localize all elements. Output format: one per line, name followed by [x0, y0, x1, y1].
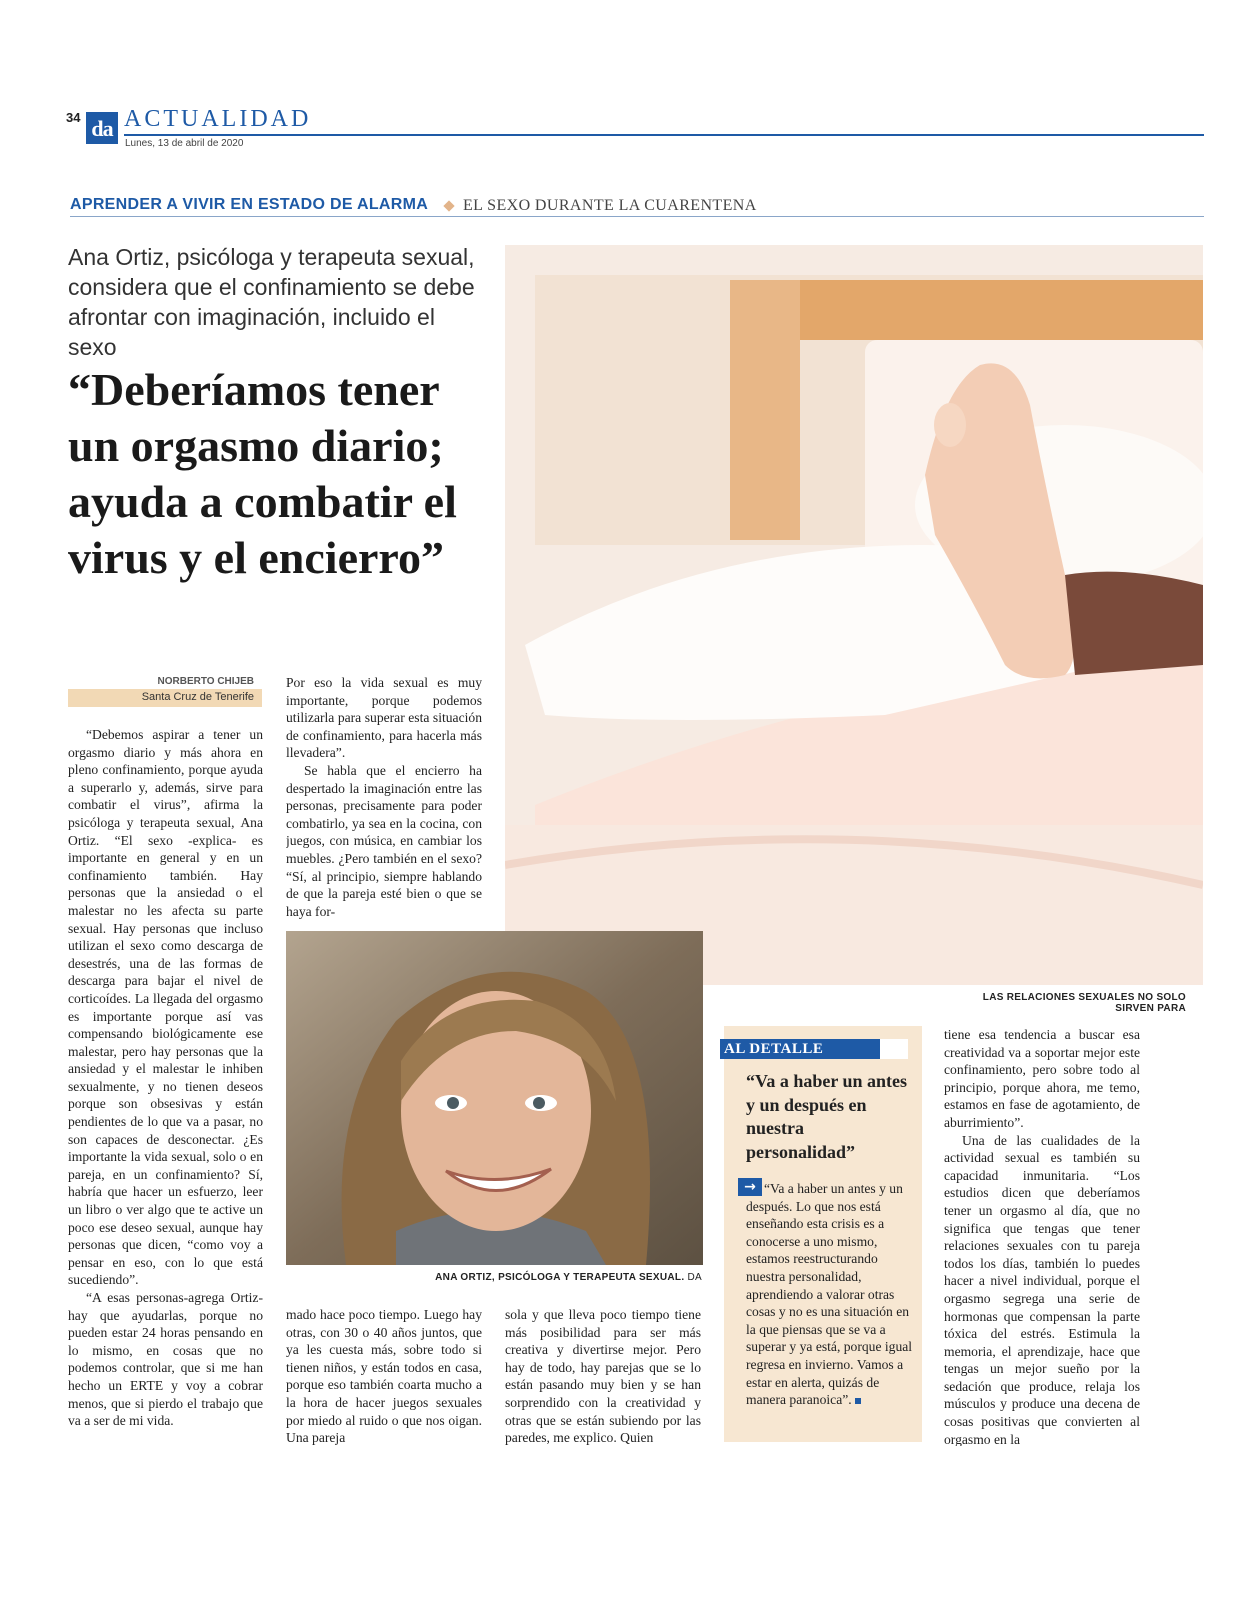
paragraph: Por eso la vida sexual es muy importante, porque podemos utilizarla para superar esta situación de confinamiento, para hacerla más llevadera”.: [286, 675, 482, 761]
body-column-1: [68, 726, 263, 1446]
portrait-illustration: [286, 931, 703, 1265]
body-column-5: [944, 1026, 1140, 1446]
portrait-caption-text: ANA ORTIZ, PSICÓLOGA Y TERAPEUTA SEXUAL.: [435, 1272, 685, 1283]
topic-kicker: EL SEXO DURANTE LA CUARENTENA: [463, 197, 757, 214]
paragraph: Una de las cualidades de la actividad sexual es también su capacidad inmunitaria. “Los estudios dicen que deberíamos tener un orgasmo al día, que no significa que tengas que tener relaciones sexuales con tu pareja todos los días, también lo puedes hacer a nivel individual, porque el orgasmo segrega una serie de hormonas que compensan la parte tóxica del estrés. Estimula la memoria, el aprendizaje, hace que tengas un mejor sueño por la sedación que produce, relaja los músculos y produce una decena de cosas positivas que convierten al orgasmo en la: [944, 1132, 1140, 1446]
body-column-2-continued: [286, 1306, 482, 1446]
main-photo-caption: LAS RELACIONES SEXUALES NO SOLO SIRVEN PARA: [982, 992, 1186, 1014]
paragraph: mado hace poco tiempo. Luego hay otras, con 30 o 40 años juntos, que ya les cuesta más, sobre todo si tienen niños, y están todos en casa, porque eso también coarta mucho a la hora de hacer juegos sexuales por miedo al ruido o que nos oigan. Una pareja: [286, 1307, 482, 1446]
portrait-caption: [430, 1272, 702, 1283]
diamond-icon: [443, 200, 454, 211]
issue-date: Lunes, 13 de abril de 2020: [125, 138, 244, 149]
paragraph: “Debemos aspirar a tener un orgasmo diario y más ahora en pleno confinamiento, porque ayuda a superarlo y, además, sirve para combatir el virus”, afirma la psicóloga y terapeuta sexual, Ana Ortiz. “El sexo -explica- es importante en general y en un confinamiento también. Hay personas que la ansiedad o el malestar no les afecta su parte sexual. Hay personas que incluso utilizan el sexo como descarga de desestrés, una de las formas de descarga para bajar el nivel de corticoídes. La llegada del orgasmo es importante porque así vas compensando biológicamente ese malestar, pero hay personas que la ansiedad y el malestar le inhiben sexualmente, y no tienen deseos porque son obsesivas y están pendientes de lo que va a pasar, no son capaces de desconectar. ¿Es importante la vida sexual, solo o en pareja, en un confinamiento? Sí, habría que hacer un esfuerzo, leer un libro o ver algo que te active un poco ese deseo sexual, aunque hay personas que dicen, “como voy a pensar en eso, con lo que está sucediendo”.: [68, 727, 263, 1288]
portrait-photo: [286, 931, 703, 1265]
body-column-3: [505, 1306, 701, 1446]
article-headline: “Deberíamos tener un orgasmo diario; ayuda a combatir el virus y el encierro”: [68, 364, 457, 583]
body-column-2: [286, 674, 482, 924]
section-title: ACTUALIDAD: [124, 106, 312, 132]
page-number: 34: [66, 110, 81, 125]
arrow-right-icon: →: [738, 1178, 762, 1196]
byline-author: NORBERTO CHIJEB: [157, 676, 254, 687]
bed-feet-illustration: [505, 245, 1203, 985]
sidebar-pull-quote: “Va a haber un antes y un después en nuestra personalidad”: [746, 1071, 908, 1162]
series-kicker: APRENDER A VIVIR EN ESTADO DE ALARMA: [70, 196, 429, 213]
main-photo: [505, 245, 1203, 985]
paragraph: Se habla que el encierro ha despertado la imaginación entre las personas, precisamente para poder combatirlo, ya sea en la cocina, con juegos, con música, en cambiar los muebles. ¿Pero también en el sexo? “Sí, al principio, siempre hablando de que la pareja esté bien o que se haya for-: [286, 762, 482, 919]
sidebar-paragraph: “Va a haber un antes y un después. Lo que nos está enseñando esta crisis es a conocerse a uno mismo, estamos reestructurando nuestra personalidad, aprendiendo a valorar otras cosas y no es una situación en la que piensas que se va a superar y ya está, porque igual regresa en invierno. Vamos a estar en alerta, quizás de manera paranoica”.: [746, 1181, 913, 1408]
paragraph: “A esas personas-agrega Ortiz- hay que ayudarlas, porque no pueden estar 24 horas pensando en lo mismo, en cosas que no podemos controlar, que si me han hecho un ERTE y voy a cobrar menos, que si pierdo el trabajo que va a ser de mi vida.: [68, 1290, 263, 1429]
end-mark-icon: [855, 1398, 861, 1404]
paragraph: sola y que lleva poco tiempo tiene más posibilidad para ser más creativa y divertirse mejor. Pero hay de todo, hay parejas que se lo están pasando muy bien y se han sorprendido con la creatividad y otras que se están subiendo por las paredes, me explico. Quien: [505, 1307, 701, 1446]
kicker-rule: [70, 216, 1204, 217]
byline-place: Santa Cruz de Tenerife: [141, 691, 254, 703]
sidebar-tag-gap: [880, 1039, 908, 1059]
sidebar-text: [746, 1180, 914, 1409]
sidebar-tag: AL DETALLE: [720, 1039, 880, 1059]
article-subtitle: Ana Ortiz, psicóloga y terapeuta sexual, considera que el confinamiento se debe afrontar con imaginación, incluido el sexo: [68, 244, 475, 360]
newspaper-logo: da: [86, 112, 118, 144]
header-rule: [124, 134, 1204, 136]
photo-credit: DA: [687, 1272, 702, 1283]
paragraph: tiene esa tendencia a buscar esa creatividad va a soportar mejor este confinamiento, pero sobre todo al principio, porque ahora, me temo, estamos en fase de agotamiento, de aburrimiento”.: [944, 1027, 1140, 1130]
